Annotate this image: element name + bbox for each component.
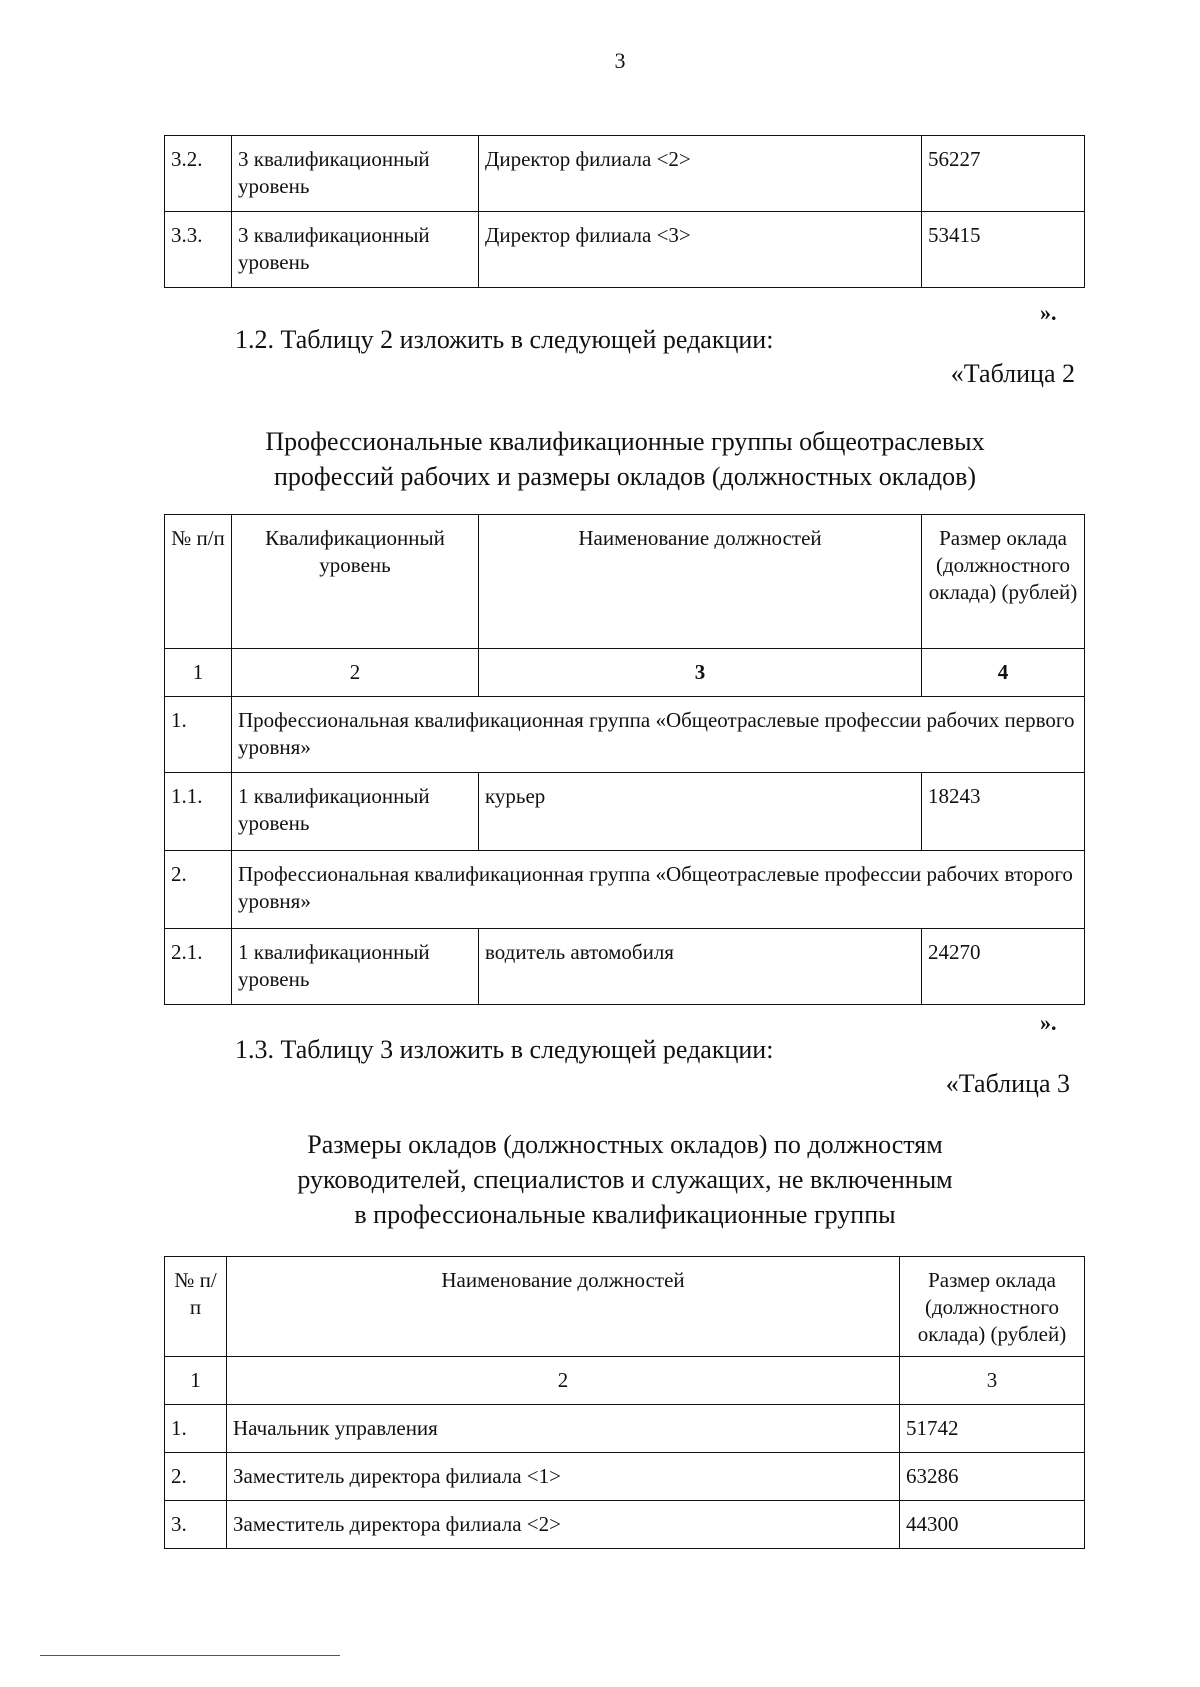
position-name: Заместитель директора филиала <1>	[227, 1453, 900, 1501]
col-number: 4	[922, 649, 1085, 697]
salary-value: 18243	[922, 773, 1085, 851]
row-number: 3.2.	[165, 136, 232, 212]
row-number: 1.	[165, 1405, 227, 1453]
column-number-row	[165, 649, 1085, 697]
group-name: Профессиональная квалификационная группа «Общеотраслевые профессии рабочих второго уровня»	[232, 851, 1085, 929]
header-position: Наименование должностей	[227, 1257, 900, 1357]
col-number: 1	[165, 649, 232, 697]
salary-value: 24270	[922, 929, 1085, 1005]
row-number: 2.	[165, 1453, 227, 1501]
section3-title	[160, 1127, 1090, 1232]
section2-title	[160, 424, 1090, 494]
salary-value: 63286	[900, 1453, 1085, 1501]
row-number: 2.	[165, 851, 232, 929]
table2-close-mark: ».	[1040, 1010, 1057, 1035]
salary-value: 44300	[900, 1501, 1085, 1549]
group-row	[165, 851, 1085, 929]
qualification-level: 3 квалификационный уровень	[232, 212, 479, 288]
table2	[164, 514, 1085, 1005]
page-number: 3	[614, 48, 626, 73]
position-name: Заместитель директора филиала <2>	[227, 1501, 900, 1549]
column-number-row	[165, 1357, 1085, 1405]
row-number: 2.1.	[165, 929, 232, 1005]
group-row	[165, 697, 1085, 773]
salary-value: 56227	[922, 136, 1085, 212]
row-number: 1.1.	[165, 773, 232, 851]
group-name: Профессиональная квалификационная группа «Общеотраслевые профессии рабочих первого уровня»	[232, 697, 1085, 773]
header-num: № п/п	[165, 1257, 227, 1357]
table1-close-mark: ».	[1040, 300, 1057, 325]
position-name: водитель автомобиля	[479, 929, 922, 1005]
qualification-level: 3 квалификационный уровень	[232, 136, 479, 212]
qualification-level: 1 квалификационный уровень	[232, 773, 479, 851]
section2-title-line2: профессий рабочих и размеры окладов (должностных окладов)	[273, 462, 977, 491]
table-header-row	[165, 1257, 1085, 1357]
table-row	[165, 1453, 1085, 1501]
section3-title-line3: в профессиональные квалификационные группы	[354, 1200, 896, 1229]
header-salary: Размер оклада (должностного оклада) (рублей)	[922, 515, 1085, 649]
table-header-row	[165, 515, 1085, 649]
col-number: 2	[232, 649, 479, 697]
table3	[164, 1256, 1085, 1549]
section3-instruction: 1.3. Таблицу 3 изложить в следующей редакции:	[235, 1035, 774, 1064]
position-name: Директор филиала <3>	[479, 212, 922, 288]
row-number: 1.	[165, 697, 232, 773]
header-salary: Размер оклада (должностного оклада) (рублей)	[900, 1257, 1085, 1357]
section2-table-label: «Таблица 2	[950, 359, 1075, 388]
col-number: 3	[479, 649, 922, 697]
table-row	[165, 1501, 1085, 1549]
table-row	[165, 773, 1085, 851]
col-number: 3	[900, 1357, 1085, 1405]
header-position: Наименование должностей	[479, 515, 922, 649]
section2-instruction: 1.2. Таблицу 2 изложить в следующей редакции:	[235, 325, 774, 354]
header-num: № п/п	[165, 515, 232, 649]
table-row	[165, 212, 1085, 288]
header-level: Квалификационный уровень	[232, 515, 479, 649]
qualification-level: 1 квалификационный уровень	[232, 929, 479, 1005]
section3-title-line1: Размеры окладов (должностных окладов) по должностям	[307, 1130, 943, 1159]
salary-value: 53415	[922, 212, 1085, 288]
table1-continuation	[164, 135, 1085, 288]
row-number: 3.3.	[165, 212, 232, 288]
table-row	[165, 1405, 1085, 1453]
section3-table-label: «Таблица 3	[945, 1069, 1070, 1098]
col-number: 1	[165, 1357, 227, 1405]
salary-value: 51742	[900, 1405, 1085, 1453]
table-row	[165, 136, 1085, 212]
position-name: Директор филиала <2>	[479, 136, 922, 212]
row-number: 3.	[165, 1501, 227, 1549]
table-row	[165, 929, 1085, 1005]
section2-title-line1: Профессиональные квалификационные группы общеотраслевых	[265, 427, 985, 456]
col-number: 2	[227, 1357, 900, 1405]
position-name: Начальник управления	[227, 1405, 900, 1453]
scan-artifact-line	[40, 1655, 340, 1656]
position-name: курьер	[479, 773, 922, 851]
section3-title-line2: руководителей, специалистов и служащих, не включенным	[297, 1165, 953, 1194]
